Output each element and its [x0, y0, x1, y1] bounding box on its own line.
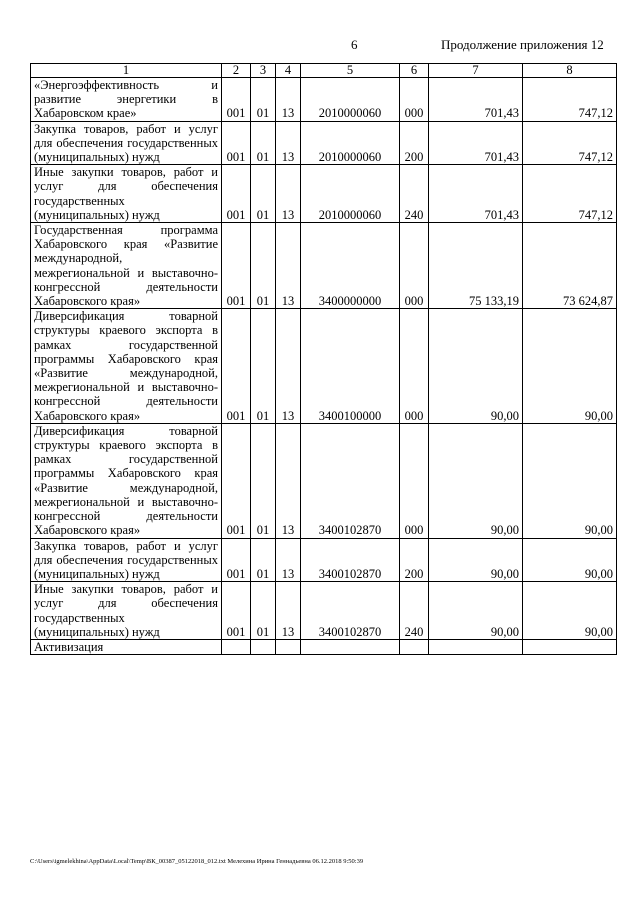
row-name: Государственная программа Хабаровского края «Развитие международной, межрегиональной и выставочно-конгрессной деятельности Хабаровского края» — [31, 223, 222, 309]
column-number-row — [31, 64, 617, 78]
budget-table — [30, 63, 617, 655]
cell-amount-2: 747,12 — [523, 165, 617, 223]
table-row — [31, 223, 617, 309]
cell-expense-type: 240 — [400, 165, 429, 223]
cell-expense-type: 000 — [400, 78, 429, 122]
table-row — [31, 78, 617, 122]
cell-target-item: 3400102870 — [301, 582, 400, 640]
cell-admin-code: 001 — [222, 223, 251, 309]
cell-amount-2: 90,00 — [523, 423, 617, 538]
row-name: «Энергоэффективность и развитие энергетики в Хабаровском крае» — [31, 78, 222, 122]
row-name: Иные закупки товаров, работ и услуг для обеспечения государственных (муниципальных) нужд — [31, 582, 222, 640]
cell-admin-code: 001 — [222, 121, 251, 165]
cell-target-item: 2010000060 — [301, 78, 400, 122]
cell-expense-type: 200 — [400, 121, 429, 165]
column-header: 3 — [251, 64, 276, 78]
table-row — [31, 538, 617, 582]
row-name: Закупка товаров, работ и услуг для обеспечения государственных (муниципальных) нужд — [31, 538, 222, 582]
row-name: Активизация — [31, 639, 222, 654]
cell-subsection — [276, 639, 301, 654]
cell-amount-2: 90,00 — [523, 309, 617, 424]
table-row — [31, 423, 617, 538]
cell-expense-type: 000 — [400, 309, 429, 424]
column-header: 8 — [523, 64, 617, 78]
column-header: 1 — [31, 64, 222, 78]
cell-admin-code: 001 — [222, 582, 251, 640]
cell-amount-2: 747,12 — [523, 121, 617, 165]
table-row — [31, 165, 617, 223]
row-name: Диверсификация товарной структуры краевого экспорта в рамках государственной программы Хабаровского края «Развитие международной, межрегиональной и выставочно-конгрессной деятельности Хабаровского края» — [31, 309, 222, 424]
column-header: 6 — [400, 64, 429, 78]
row-name: Иные закупки товаров, работ и услуг для обеспечения государственных (муниципальных) нужд — [31, 165, 222, 223]
cell-subsection: 13 — [276, 423, 301, 538]
cell-amount-2: 747,12 — [523, 78, 617, 122]
cell-target-item: 3400102870 — [301, 423, 400, 538]
row-name: Закупка товаров, работ и услуг для обеспечения государственных (муниципальных) нужд — [31, 121, 222, 165]
cell-amount-2: 73 624,87 — [523, 223, 617, 309]
cell-target-item: 3400102870 — [301, 538, 400, 582]
cell-subsection: 13 — [276, 165, 301, 223]
cell-target-item: 3400100000 — [301, 309, 400, 424]
row-name: Диверсификация товарной структуры краевого экспорта в рамках государственной программы Хабаровского края «Развитие международной, межрегиональной и выставочно-конгрессной деятельности Хабаровского края» — [31, 423, 222, 538]
cell-amount-2: 90,00 — [523, 582, 617, 640]
table-row — [31, 121, 617, 165]
column-header: 7 — [429, 64, 523, 78]
cell-amount-2: 90,00 — [523, 538, 617, 582]
cell-amount-1: 90,00 — [429, 538, 523, 582]
cell-amount-2 — [523, 639, 617, 654]
cell-amount-1: 90,00 — [429, 309, 523, 424]
cell-section: 01 — [251, 165, 276, 223]
cell-target-item: 2010000060 — [301, 121, 400, 165]
cell-expense-type: 240 — [400, 582, 429, 640]
column-header: 2 — [222, 64, 251, 78]
cell-amount-1: 701,43 — [429, 121, 523, 165]
file-path-footer: C:\Users\igmelekhina\AppData\Local\Temp\ВК_00387_05122018_012.txt Мелехина Ирина Геннадьевна 06.12.2018 9:50:39 — [30, 858, 364, 865]
cell-subsection: 13 — [276, 582, 301, 640]
table-row — [31, 639, 617, 654]
cell-subsection: 13 — [276, 78, 301, 122]
cell-admin-code: 001 — [222, 165, 251, 223]
cell-subsection: 13 — [276, 121, 301, 165]
cell-expense-type: 000 — [400, 423, 429, 538]
cell-section: 01 — [251, 423, 276, 538]
continuation-note: Продолжение приложения 12 — [441, 37, 604, 52]
cell-amount-1: 701,43 — [429, 165, 523, 223]
cell-subsection: 13 — [276, 223, 301, 309]
cell-section: 01 — [251, 78, 276, 122]
cell-admin-code — [222, 639, 251, 654]
cell-amount-1: 75 133,19 — [429, 223, 523, 309]
cell-amount-1: 701,43 — [429, 78, 523, 122]
cell-amount-1: 90,00 — [429, 423, 523, 538]
cell-section — [251, 639, 276, 654]
cell-admin-code: 001 — [222, 423, 251, 538]
column-header: 4 — [276, 64, 301, 78]
cell-expense-type: 200 — [400, 538, 429, 582]
cell-target-item — [301, 639, 400, 654]
column-header: 5 — [301, 64, 400, 78]
cell-section: 01 — [251, 309, 276, 424]
cell-admin-code: 001 — [222, 309, 251, 424]
table-row — [31, 582, 617, 640]
cell-subsection: 13 — [276, 309, 301, 424]
cell-admin-code: 001 — [222, 78, 251, 122]
cell-section: 01 — [251, 582, 276, 640]
cell-expense-type: 000 — [400, 223, 429, 309]
cell-section: 01 — [251, 223, 276, 309]
table-row — [31, 309, 617, 424]
page-number: 6 — [351, 37, 358, 52]
cell-expense-type — [400, 639, 429, 654]
cell-target-item: 3400000000 — [301, 223, 400, 309]
cell-target-item: 2010000060 — [301, 165, 400, 223]
cell-section: 01 — [251, 121, 276, 165]
cell-section: 01 — [251, 538, 276, 582]
cell-subsection: 13 — [276, 538, 301, 582]
cell-amount-1: 90,00 — [429, 582, 523, 640]
cell-amount-1 — [429, 639, 523, 654]
cell-admin-code: 001 — [222, 538, 251, 582]
